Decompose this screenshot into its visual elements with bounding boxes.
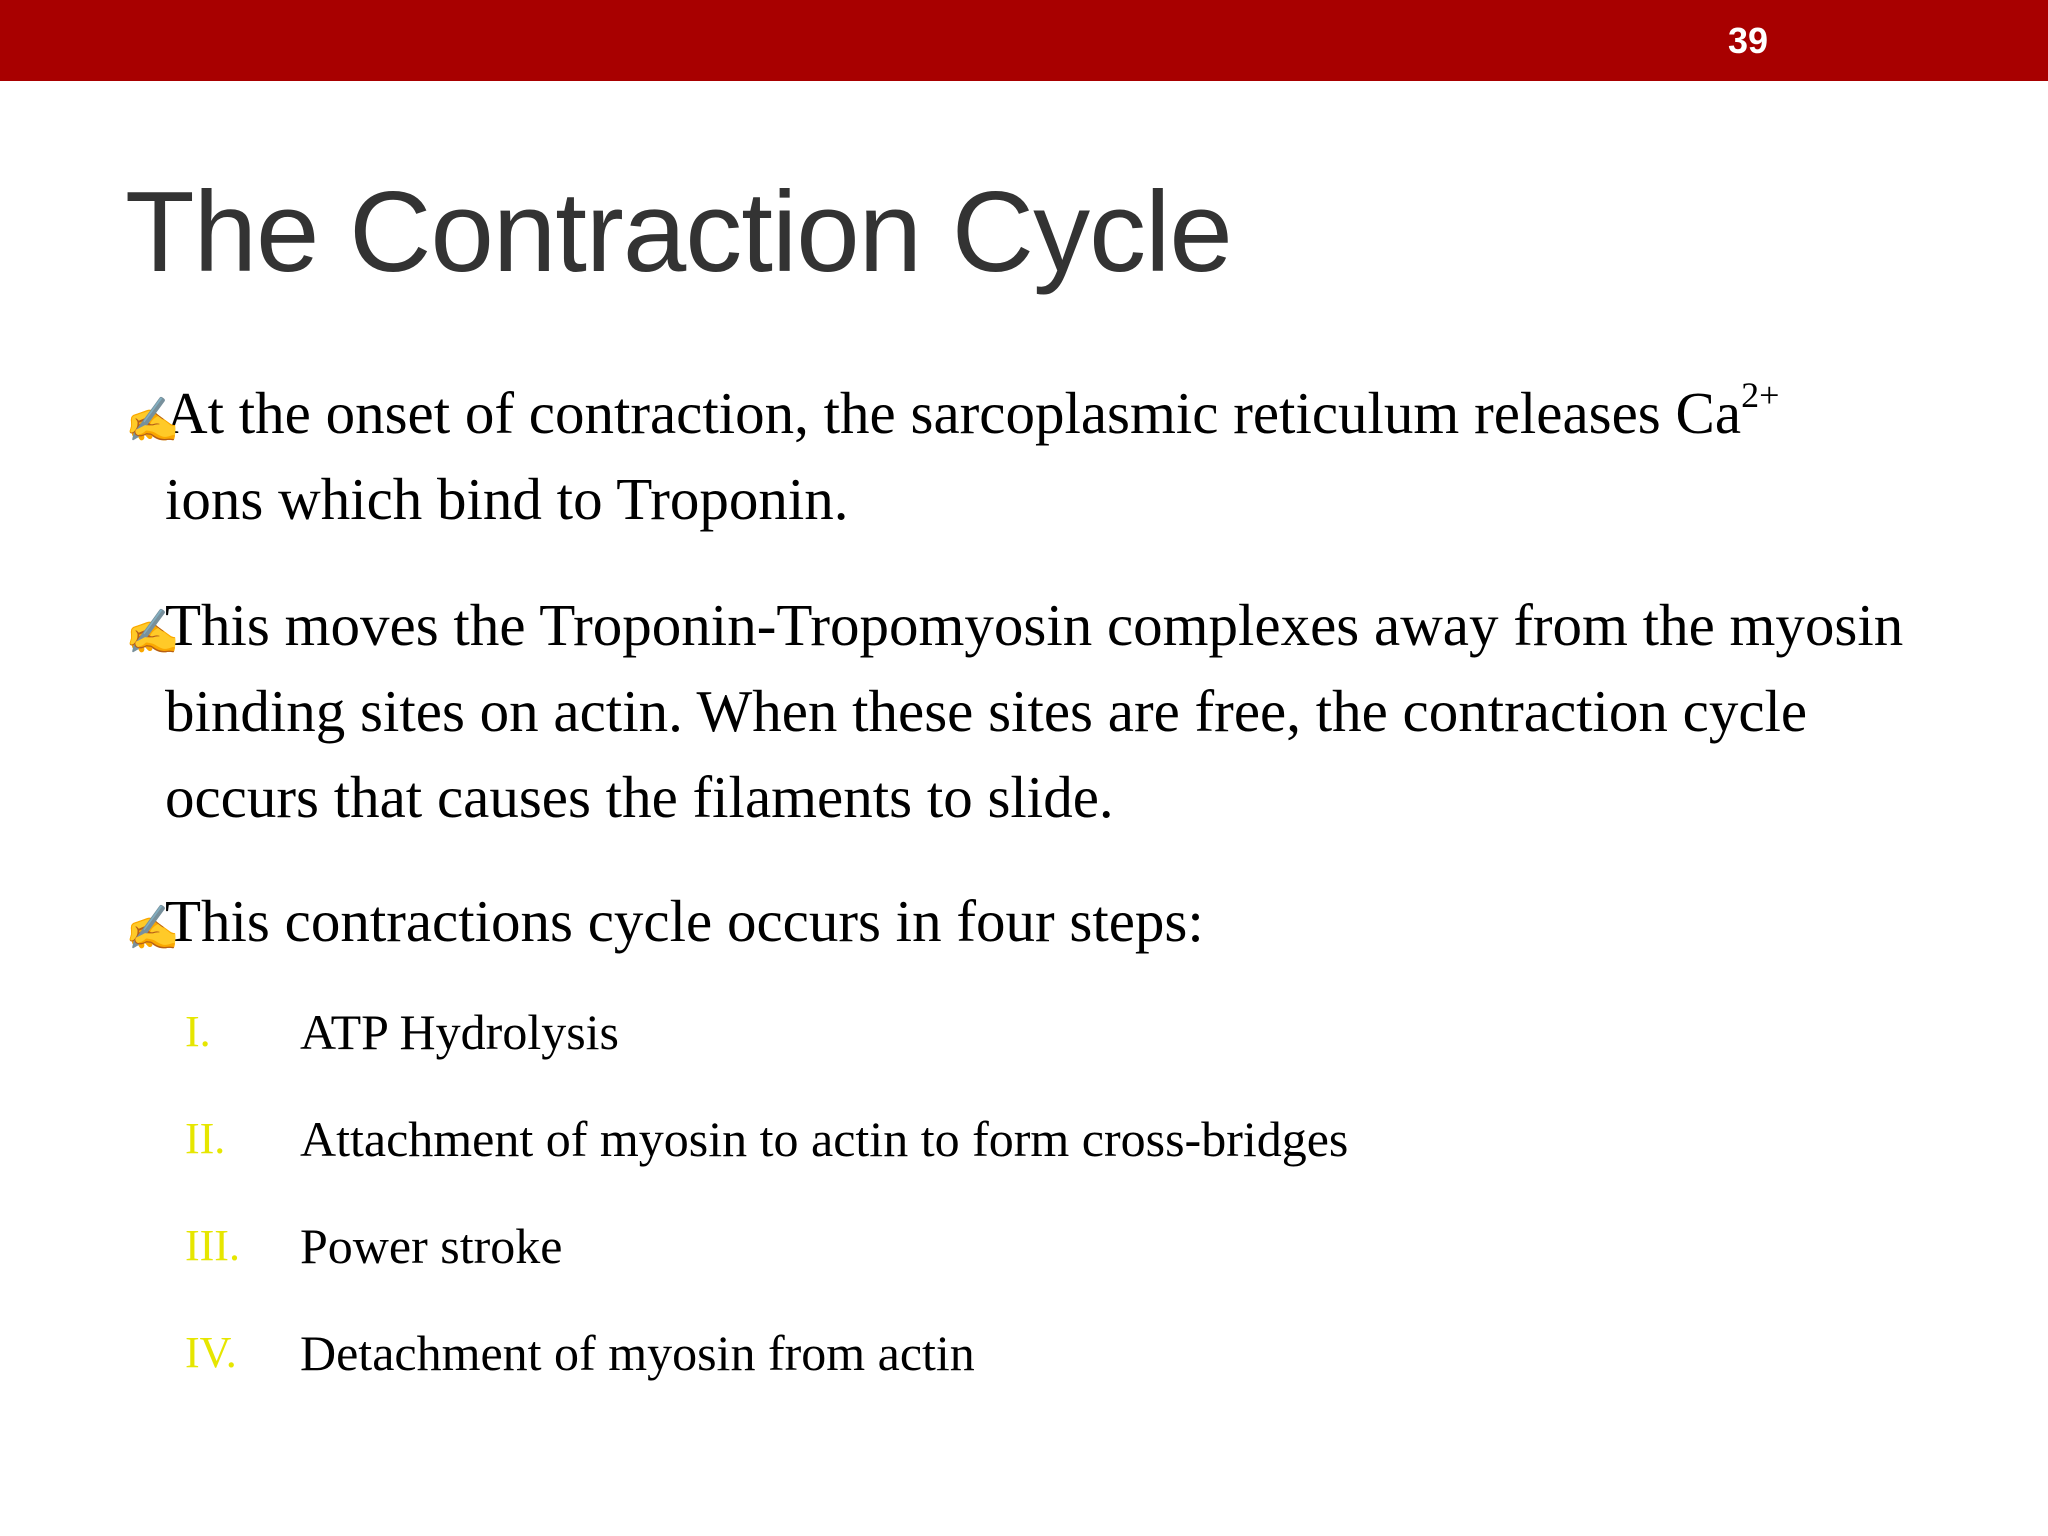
step-label: Power stroke — [300, 1218, 563, 1274]
bullet-item — [125, 370, 1955, 542]
bullet-text-part: At the onset of contraction, the sarcoplasmic reticulum releases Ca — [165, 380, 1742, 446]
step-number: II. — [185, 1114, 226, 1163]
bullet-text: This contractions cycle occurs in four steps: — [165, 888, 1204, 954]
step-number: IV. — [185, 1328, 237, 1377]
bullet-text-part: ions which bind to Troponin. — [165, 466, 849, 532]
bullet-item — [125, 582, 1915, 840]
slide-title: The Contraction Cycle — [125, 169, 1232, 296]
superscript: 2+ — [1741, 375, 1780, 415]
writing-hand-icon: ✍ — [125, 396, 180, 445]
step-label: ATP Hydrolysis — [300, 1004, 620, 1060]
writing-hand-icon: ✍ — [125, 904, 180, 953]
writing-hand-icon: ✍ — [125, 608, 180, 657]
step-label: Attachment of myosin to actin to form cross-bridges — [300, 1111, 1349, 1167]
step-label: Detachment of myosin from actin — [300, 1325, 975, 1381]
bullet-item — [125, 878, 1955, 964]
bullet-text — [125, 370, 1955, 542]
step-number: III. — [185, 1221, 240, 1270]
slide-number: 39 — [1728, 20, 1769, 61]
step-number: I. — [185, 1007, 211, 1056]
bullet-text: This moves the Troponin-Tropomyosin complexes away from the myosin binding sites on actin. When these sites are free, the contraction cycle occurs that causes the filaments to slide. — [165, 592, 1904, 830]
